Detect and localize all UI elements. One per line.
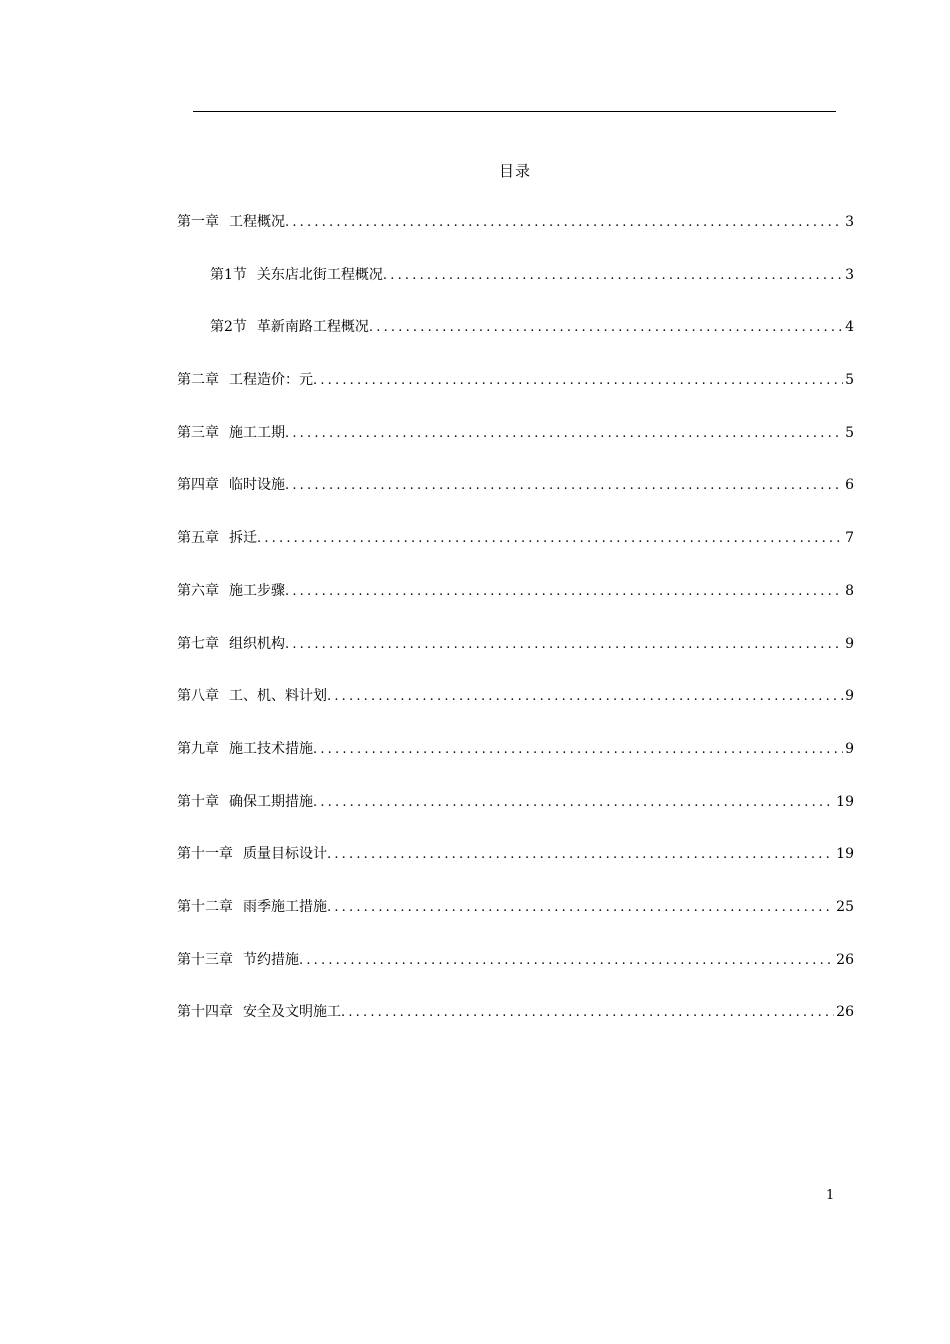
toc-entry-page: 9: [845, 635, 854, 652]
toc-section-entry[interactable]: [177, 317, 854, 370]
toc-entry-title: 质量目标设计: [243, 846, 327, 863]
toc-entry-number: 第六章: [177, 582, 219, 599]
toc-dot-leader: [285, 635, 843, 655]
toc-entry-page: 19: [836, 793, 854, 810]
toc-entry-label: [177, 844, 327, 864]
toc-dot-leader: [285, 424, 843, 444]
toc-entry-title: 临时设施: [229, 477, 285, 494]
toc-dot-leader: [257, 529, 843, 549]
toc-entry-page: 6: [845, 477, 854, 494]
toc-entry-number: 第十二章: [177, 898, 233, 915]
toc-entry-number: 第十一章: [177, 846, 233, 863]
toc-dot-leader: [383, 266, 843, 286]
toc-entry-title: 工程概况: [229, 214, 285, 230]
toc-entry-page: 5: [845, 372, 854, 389]
toc-entry-title: 拆迁: [229, 530, 257, 547]
toc-entry-number: 第三章: [177, 424, 219, 441]
toc-chapter-entry[interactable]: [177, 475, 854, 528]
toc-entry-number: 第七章: [177, 635, 219, 652]
toc-entry-label: [177, 686, 327, 706]
toc-entry-number: 第五章: [177, 530, 219, 547]
toc-entry-number: 第九章: [177, 740, 219, 757]
toc-entry-title: 工程造价：元: [229, 372, 313, 389]
toc-chapter-entry[interactable]: [177, 792, 854, 845]
toc-dot-leader: [285, 582, 843, 602]
toc-entry-number: 第八章: [177, 688, 219, 705]
toc-entry-page: 25: [836, 898, 854, 915]
toc-entry-title: 施工步骤: [229, 582, 285, 599]
toc-chapter-entry[interactable]: [177, 950, 854, 1003]
toc-dot-leader: [327, 898, 834, 918]
toc-dot-leader: [285, 213, 843, 233]
toc-entry-label: [177, 897, 327, 917]
toc-entry-number: 第十四章: [177, 1004, 233, 1021]
toc-entry-number: 第二章: [177, 372, 219, 389]
toc-dot-leader: [313, 793, 834, 813]
toc-chapter-entry[interactable]: [177, 739, 854, 792]
toc-entry-title: 组织机构: [229, 635, 285, 652]
toc-entry-page: 19: [836, 846, 854, 863]
toc-entry-title: 工、机、料计划: [229, 688, 327, 705]
toc-entry-page: 3: [845, 266, 854, 283]
toc-section-entry[interactable]: [177, 265, 854, 318]
toc-entry-label: [177, 950, 299, 970]
toc-title: 目录: [498, 162, 531, 180]
toc-chapter-entry[interactable]: [177, 1002, 854, 1055]
toc-dot-leader: [299, 951, 834, 971]
toc-entry-number: 第十章: [177, 793, 219, 810]
toc-entry-title: 安全及文明施工: [243, 1004, 341, 1021]
toc-entry-page: 9: [845, 740, 854, 757]
toc-entry-page: 26: [836, 1004, 854, 1021]
toc-entry-label: [177, 423, 285, 443]
toc-list: [177, 212, 854, 1055]
toc-chapter-entry[interactable]: [177, 844, 854, 897]
header-rule: [193, 111, 836, 112]
toc-entry-label: [210, 265, 383, 285]
toc-entry-label: [177, 370, 313, 390]
toc-entry-label: [177, 212, 285, 232]
page-number: 1: [826, 1188, 835, 1203]
toc-entry-page: 7: [845, 530, 854, 547]
toc-entry-title: 施工工期: [229, 424, 285, 441]
toc-entry-number: 第一章: [177, 214, 219, 230]
toc-entry-label: [177, 792, 313, 812]
toc-entry-title: 雨季施工措施: [243, 898, 327, 915]
toc-entry-label: [177, 1002, 341, 1022]
toc-entry-label: [177, 528, 257, 548]
toc-entry-label: [177, 475, 285, 495]
toc-chapter-entry[interactable]: [177, 528, 854, 581]
toc-dot-leader: [285, 476, 843, 496]
toc-dot-leader: [313, 371, 843, 391]
toc-chapter-entry[interactable]: [177, 581, 854, 634]
toc-entry-title: 施工技术措施: [229, 740, 313, 757]
toc-entry-label: [177, 581, 285, 601]
toc-entry-label: [210, 317, 369, 337]
toc-dot-leader: [327, 845, 834, 865]
toc-entry-page: 26: [836, 951, 854, 968]
toc-entry-page: 8: [845, 582, 854, 599]
toc-chapter-entry[interactable]: [177, 423, 854, 476]
toc-entry-number: 第十三章: [177, 951, 233, 968]
toc-chapter-entry[interactable]: [177, 634, 854, 687]
toc-dot-leader: [341, 1003, 834, 1023]
toc-entry-label: [177, 739, 313, 759]
toc-dot-leader: [313, 740, 843, 760]
toc-entry-number: 第四章: [177, 477, 219, 494]
toc-entry-title: 关东店北街工程概况: [256, 266, 383, 283]
toc-entry-number: 第2节: [210, 319, 247, 336]
toc-entry-title: 革新南路工程概况: [256, 319, 369, 336]
toc-entry-title: 节约措施: [243, 951, 299, 968]
toc-entry-page: 5: [845, 424, 854, 441]
toc-chapter-entry[interactable]: [177, 370, 854, 423]
toc-entry-page: 4: [845, 319, 854, 336]
toc-entry-number: 第1节: [210, 266, 247, 283]
toc-entry-page: 3: [845, 214, 854, 230]
toc-dot-leader: [369, 318, 843, 338]
toc-chapter-entry[interactable]: [177, 686, 854, 739]
toc-chapter-entry[interactable]: [177, 212, 854, 265]
toc-entry-page: 9: [845, 688, 854, 705]
toc-dot-leader: [327, 687, 843, 707]
toc-chapter-entry[interactable]: [177, 897, 854, 950]
toc-entry-title: 确保工期措施: [229, 793, 313, 810]
toc-entry-label: [177, 634, 285, 654]
